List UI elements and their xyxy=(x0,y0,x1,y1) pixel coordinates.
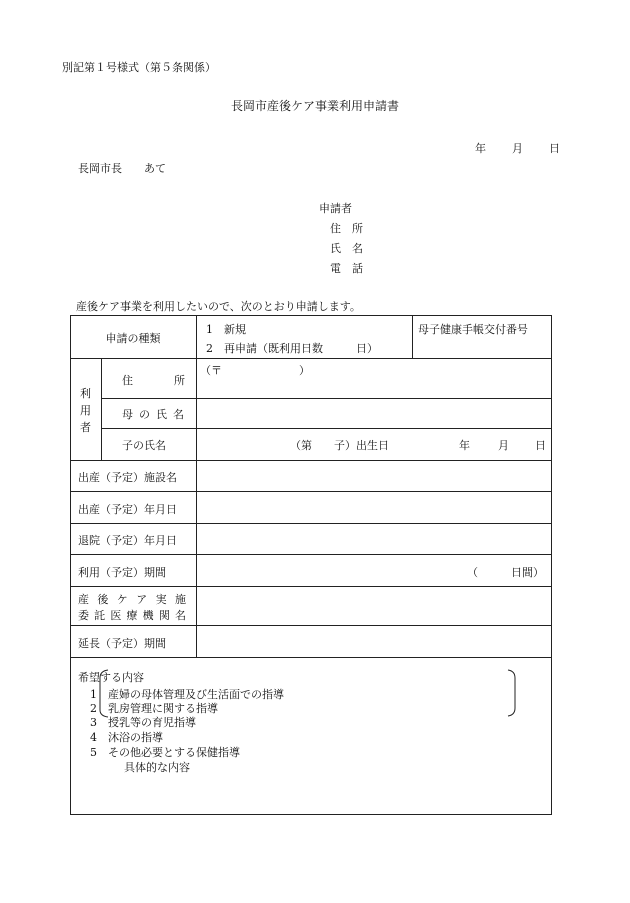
child-date-year: 年 xyxy=(459,439,470,452)
applicant-name-label: 氏 名 xyxy=(330,242,363,255)
applicant-heading: 申請者 xyxy=(319,202,352,215)
user-group-char-3: 者 xyxy=(80,421,91,434)
applicant-phone-label: 電 話 xyxy=(330,262,363,275)
extension-label: 延長（予定）期間 xyxy=(78,637,166,650)
discharge-date-label: 退院（予定）年月日 xyxy=(78,534,177,547)
detail-label: 具体的な内容 xyxy=(124,761,190,774)
period-days: （ 日間） xyxy=(467,566,544,579)
postal-code-field: （〒 ） xyxy=(200,364,310,377)
form-number: 別記第１号様式（第５条関係） xyxy=(62,61,216,74)
addressee: 長岡市長 あて xyxy=(78,162,166,175)
date-month: 月 xyxy=(512,142,523,155)
type-label: 申請の種類 xyxy=(105,332,161,345)
wish-item-3: 3 授乳等の育児指導 xyxy=(90,716,196,729)
wish-item-1: 1 産婦の母体管理及び生活面での指導 xyxy=(90,688,284,701)
handbook-label: 母子健康手帳交付番号 xyxy=(418,323,528,336)
wish-item-2: 2 乳房管理に関する指導 xyxy=(90,702,218,715)
date-day: 日 xyxy=(549,142,560,155)
facility-label: 出産（予定）施設名 xyxy=(78,471,177,484)
form-title: 長岡市産後ケア事業利用申請書 xyxy=(230,99,399,113)
user-group-char-1: 利 xyxy=(80,387,91,400)
applicant-address-label: 住 所 xyxy=(330,222,363,235)
mother-name-label: 母 の 氏 名 xyxy=(122,408,184,421)
child-date-month: 月 xyxy=(498,439,509,452)
wish-item-4: 4 沐浴の指導 xyxy=(90,731,163,744)
type-option-new: 1 新規 xyxy=(206,323,246,336)
period-label: 利用（予定）期間 xyxy=(78,566,166,579)
intro-text: 産後ケア事業を利用したいので、次のとおり申請します。 xyxy=(76,300,361,313)
child-birth-order: （第 子）出生日 xyxy=(290,439,389,452)
institution-label-1: 産後ケア実施 xyxy=(78,593,186,606)
child-date-day: 日 xyxy=(535,439,546,452)
wish-item-5: 5 その他必要とする保健指導 xyxy=(90,746,240,759)
date-year: 年 xyxy=(475,142,486,155)
wish-heading: 希望する内容 xyxy=(78,671,144,684)
user-address-label-2: 所 xyxy=(174,374,185,387)
user-group-char-2: 用 xyxy=(80,404,91,417)
user-address-label-1: 住 xyxy=(122,374,133,387)
institution-label-2: 委託医療機関名 xyxy=(78,609,186,622)
type-option-reapply: 2 再申請（既利用日数 日） xyxy=(206,342,378,355)
child-name-label: 子の氏名 xyxy=(122,439,166,452)
birth-date-label: 出産（予定）年月日 xyxy=(78,503,177,516)
